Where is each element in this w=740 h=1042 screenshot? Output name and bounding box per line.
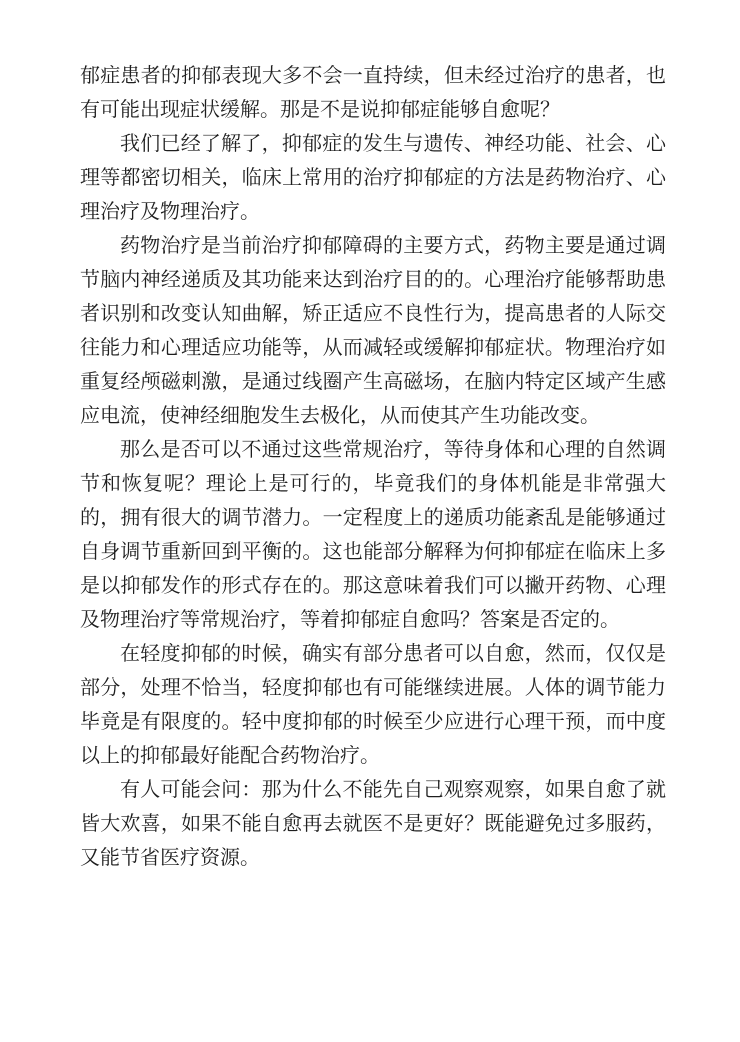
paragraph-4: 那么是否可以不通过这些常规治疗，等待身体和心理的自然调节和恢复呢？理论上是可行的，毕竟我们的身体机能是非常强大的，拥有很大的调节潜力。一定程度上的递质功能紊乱是能够通过自身调节重新回到平衡的。这也能部分解释为何抑郁症在临床上多是以抑郁发作的形式存在的。那这意味着我们可以撇开药物、心理及物理治疗等常规治疗，等着抑郁症自愈吗？答案是否定的。 [80,437,666,631]
paragraph-1: 郁症患者的抑郁表现大多不会一直持续，但未经过治疗的患者，也有可能出现症状缓解。那是不是说抑郁症能够自愈呢？ [80,63,666,121]
paragraph-6: 有人可能会问：那为什么不能先自己观察观察，如果自愈了就皆大欢喜，如果不能自愈再去就医不是更好？既能避免过多服药，又能节省医疗资源。 [80,777,666,869]
paragraph-2: 我们已经了解了，抑郁症的发生与遗传、神经功能、社会、心理等都密切相关，临床上常用的治疗抑郁症的方法是药物治疗、心理治疗及物理治疗。 [80,131,666,223]
document-body [80,58,666,874]
paragraph-5: 在轻度抑郁的时候，确实有部分患者可以自愈，然而，仅仅是部分，处理不恰当，轻度抑郁也有可能继续进展。人体的调节能力毕竟是有限度的。轻中度抑郁的时候至少应进行心理干预，而中度以上的抑郁最好能配合药物治疗。 [80,641,666,767]
paragraph-3: 药物治疗是当前治疗抑郁障碍的主要方式，药物主要是通过调节脑内神经递质及其功能来达到治疗目的的。心理治疗能够帮助患者识别和改变认知曲解，矫正适应不良性行为，提高患者的人际交往能力和心理适应功能等，从而减轻或缓解抑郁症状。物理治疗如重复经颅磁刺激，是通过线圈产生高磁场，在脑内特定区域产生感应电流，使神经细胞发生去极化，从而使其产生功能改变。 [80,233,666,427]
